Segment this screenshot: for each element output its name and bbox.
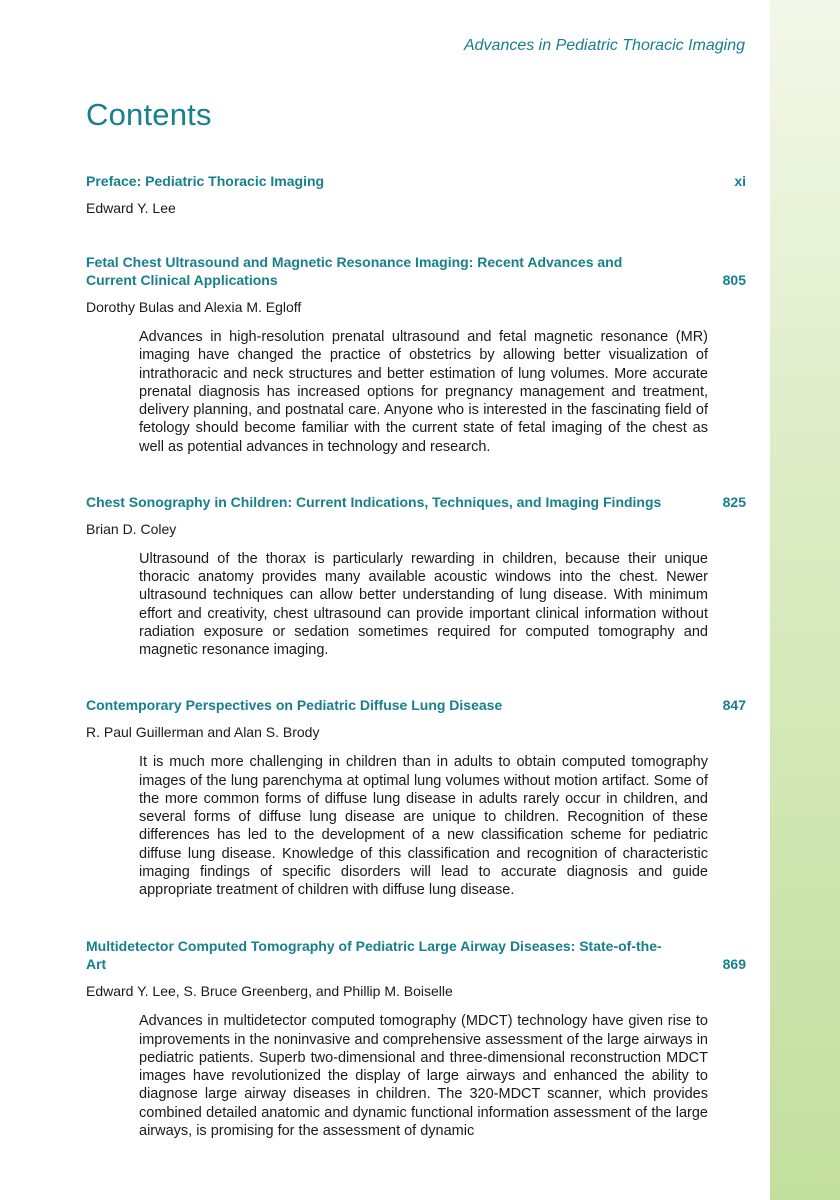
entry-gap xyxy=(86,899,746,937)
entry-page-number: 847 xyxy=(722,697,746,714)
entry-heading xyxy=(86,937,746,973)
side-color-band xyxy=(770,0,840,1200)
contents-entry-chest-sonography xyxy=(86,493,746,660)
entry-authors: Brian D. Coley xyxy=(86,520,177,537)
entry-title-link[interactable]: Fetal Chest Ultrasound and Magnetic Resonance Imaging: Recent Advances and Current Clinical Applications xyxy=(86,254,623,288)
entry-abstract: Ultrasound of the thorax is particularly rewarding in children, because their unique thoracic anatomy provides many available acoustic windows into the chest. Newer ultrasound techniques can allow better understanding of lung disease. With minimum effort and creativity, chest ultrasound can provide important clinical information without radiation exposure or sedation sometimes required for computed tomography and magnetic resonance imaging. xyxy=(139,550,708,658)
entry-title-link[interactable]: Preface: Pediatric Thoracic Imaging xyxy=(86,173,325,189)
entry-heading xyxy=(86,172,746,190)
entry-authors: R. Paul Guillerman and Alan S. Brody xyxy=(86,724,320,741)
contents-entry-diffuse-lung-disease xyxy=(86,696,746,899)
entry-heading xyxy=(86,253,746,289)
page-title: Contents xyxy=(86,97,212,132)
contents-entry-preface xyxy=(86,172,746,217)
entry-abstract: Advances in high-resolution prenatal ultrasound and fetal magnetic resonance (MR) imaging have changed the practice of obstetrics by allowing better visualization of intrathoracic and neck structures and better estimation of lung volumes. More accurate prenatal diagnosis has increased options for pregnancy management and treatment, delivery planning, and postnatal care. Anyone who is interested in the fascinating field of fetology should become familiar with the current state of fetal imaging of the chest as well as potential advances in technology and research. xyxy=(139,329,708,455)
entry-title-link[interactable]: Contemporary Perspectives on Pediatric Diffuse Lung Disease xyxy=(86,697,503,714)
entry-title-link[interactable]: Multidetector Computed Tomography of Pediatric Large Airway Diseases: State-of-the-Art xyxy=(86,938,662,973)
entry-abstract: Advances in multidetector computed tomography (MDCT) technology have given rise to improvements in the noninvasive and comprehensive assessment of the large airways in pediatric patients. Superb two-dimensional and three-dimensional reconstruction MDCT images have revolutionized the display of large airways and enhanced the ability to diagnose large airway diseases in children. The 320-MDCT scanner, which provides combined detailed anatomic and dynamic functional information assessment of the large airways, is promising for the assessment of dynamic xyxy=(139,1013,708,1139)
entry-authors: Edward Y. Lee xyxy=(86,200,176,216)
entry-abstract: It is much more challenging in children than in adults to obtain computed tomography images of the lung parenchyma at optimal lung volumes without motion artifact. Some of the more common forms of diffuse lung disease in adults rarely occur in children, and several forms of diffuse lung disease are unique to children. Recognition of these differences has led to the development of a new classification scheme for pediatric diffuse lung disease. Knowledge of this classification and recognition of characteristic imaging findings of specific disorders will lead to accurate diagnosis and guide appropriate treatment of children with diffuse lung disease. xyxy=(139,754,708,898)
contents-entry-fetal-chest xyxy=(86,253,746,456)
entry-page-number: 805 xyxy=(722,272,746,288)
entry-authors: Edward Y. Lee, S. Bruce Greenberg, and Phillip M. Boiselle xyxy=(86,983,453,1000)
entry-heading xyxy=(86,696,746,714)
running-head: Advances in Pediatric Thoracic Imaging xyxy=(463,37,745,54)
entry-gap xyxy=(86,217,746,253)
entry-page-number: 825 xyxy=(722,493,746,510)
entry-page-number: xi xyxy=(734,173,746,189)
contents-list xyxy=(86,172,746,1140)
entry-authors: Dorothy Bulas and Alexia M. Egloff xyxy=(86,299,302,315)
entry-title-link[interactable]: Chest Sonography in Children: Current Indications, Techniques, and Imaging Findings xyxy=(86,493,662,510)
entry-gap xyxy=(86,659,746,696)
entry-gap xyxy=(86,456,746,493)
contents-entry-large-airway-mdct xyxy=(86,937,746,1140)
entry-page-number: 869 xyxy=(722,956,746,973)
entry-heading xyxy=(86,493,746,511)
